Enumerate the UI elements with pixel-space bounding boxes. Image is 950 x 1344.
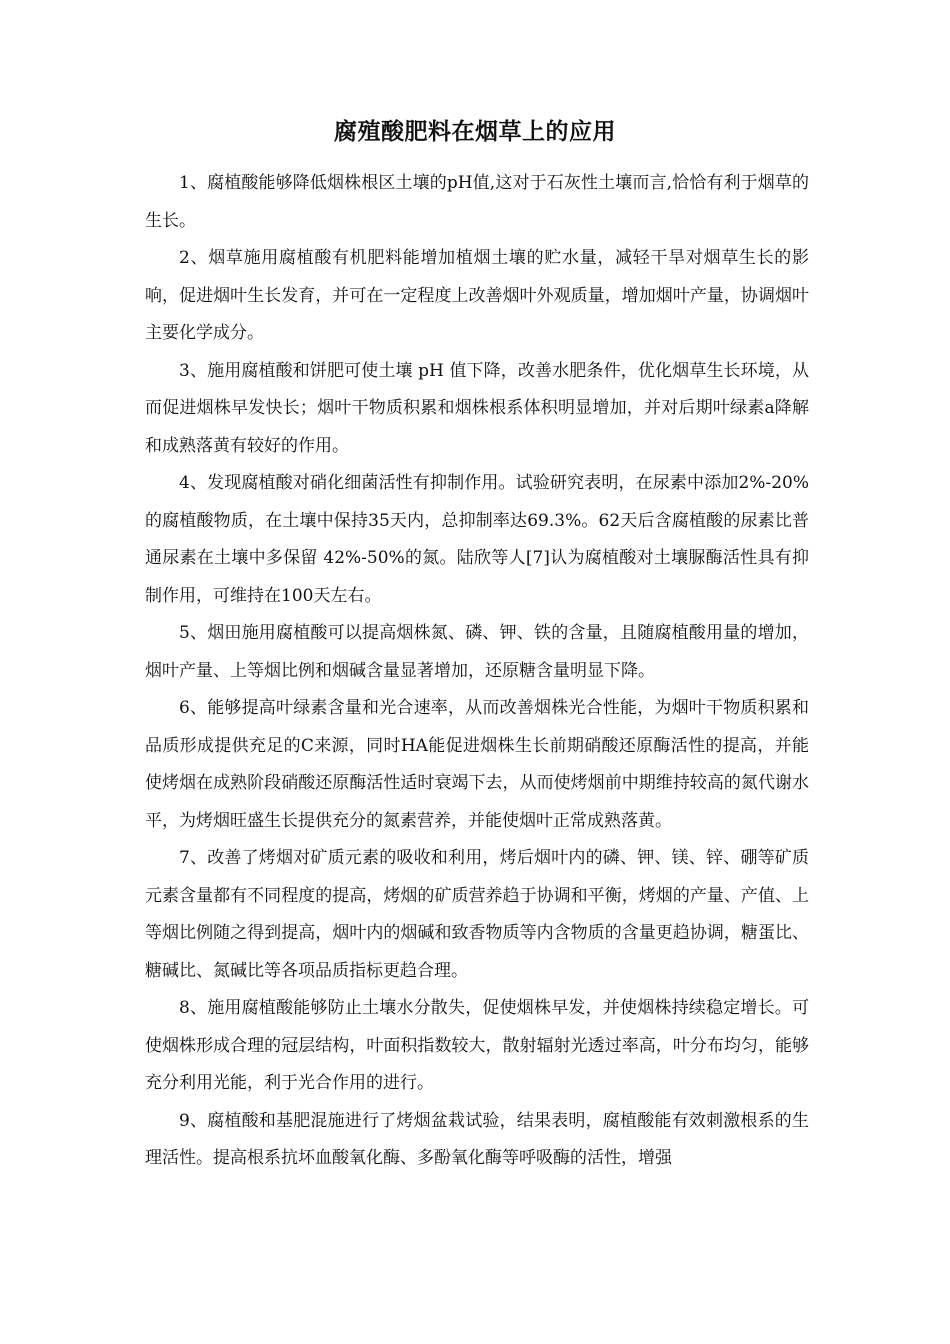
document-body [145,165,809,1178]
paragraph-7: 7、改善了烤烟对矿质元素的吸收和利用，烤后烟叶内的磷、钾、镁、锌、硼等矿质元素含量都有不同程度的提高，烤烟的矿质营养趋于协调和平衡，烤烟的产量、产值、上等烟比例随之得到提高，烟叶内的烟碱和致香物质等内含物质的含量更趋协调，糖蛋比、糖碱比、氮碱比等各项品质指标更趋合理。 [145,848,809,981]
paragraph-9: 9、腐植酸和基肥混施进行了烤烟盆栽试验，结果表明，腐植酸能有效刺激根系的生理活性。提高根系抗坏血酸氧化酶、多酚氧化酶等呼吸酶的活性，增强 [145,1110,809,1168]
paragraph-1: 1、腐植酸能够降低烟株根区土壤的pH值,这对于石灰性土壤而言,恰恰有利于烟草的生长。 [145,173,809,231]
paragraph-3: 3、施用腐植酸和饼肥可使土壤 pH 值下降，改善水肥条件，优化烟草生长环境，从而促进烟株早发快长；烟叶干物质积累和烟株根系体积明显增加，并对后期叶绿素a降解和成熟落黄有较好的作用。 [145,360,809,456]
paragraph-8: 8、施用腐植酸能够防止土壤水分散失，促使烟株早发，并使烟株持续稳定增长。可使烟株形成合理的冠层结构，叶面积指数较大，散射辐射光透过率高，叶分布均匀，能够充分利用光能，利于光合作用的进行。 [145,998,809,1093]
paragraph-5: 5、烟田施用腐植酸可以提高烟株氮、磷、钾、铁的含量，且随腐植酸用量的增加，烟叶产量、上等烟比例和烟碱含量显著增加，还原糖含量明显下降。 [145,623,809,681]
document-title: 腐殖酸肥料在烟草上的应用 [334,118,616,145]
paragraph-4: 4、发现腐植酸对硝化细菌活性有抑制作用。试验研究表明，在尿素中添加2%-20%的腐植酸物质，在土壤中保持35天内，总抑制率达69.3%。62天后含腐植酸的尿素比普通尿素在土壤中多保留 42%-50%的氮。陆欣等人[7]认为腐植酸对土壤脲酶活性具有抑制作用，可维持在100天左右。 [145,473,809,606]
paragraph-2: 2、烟草施用腐植酸有机肥料能增加植烟土壤的贮水量，减轻干旱对烟草生长的影响，促进烟叶生长发育，并可在一定程度上改善烟叶外观质量，增加烟叶产量，协调烟叶主要化学成分。 [145,248,809,343]
paragraph-6: 6、能够提高叶绿素含量和光合速率，从而改善烟株光合性能，为烟叶干物质积累和品质形成提供充足的C来源，同时HA能促进烟株生长前期硝酸还原酶活性的提高，并能使烤烟在成熟阶段硝酸还原酶活性适时衰竭下去，从而使烤烟前中期维持较高的氮代谢水平，为烤烟旺盛生长提供充分的氮素营养，并能使烟叶正常成熟落黄。 [145,698,809,831]
